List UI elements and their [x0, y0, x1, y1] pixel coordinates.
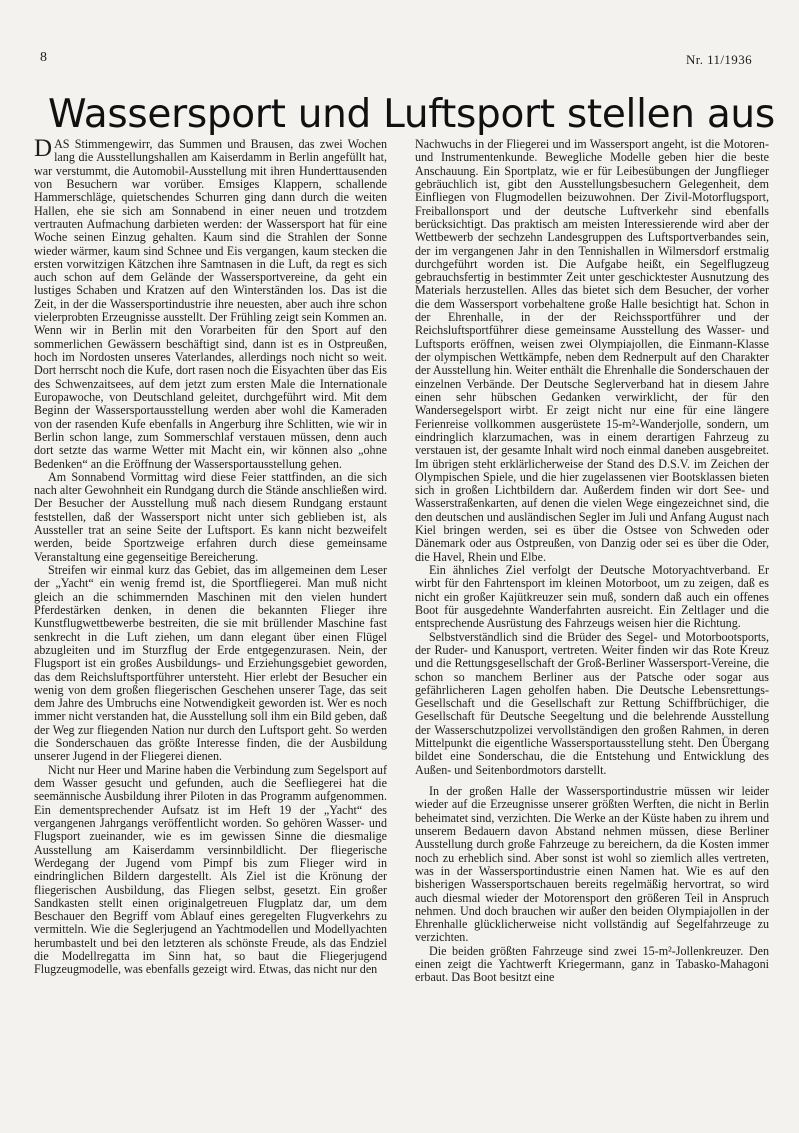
paragraph: Die beiden größten Fahrzeuge sind zwei 15-m²-Jollenkreuzer. Den einen zeigt die Yachtwerft Kriegermann, ganz in Tabasko-Mahagoni erbaut. Das Boot besitzt eine: [415, 943, 769, 985]
paragraph: [34, 135, 387, 471]
paragraph: Nachwuchs in der Fliegerei und im Wassersport angeht, ist die Motoren- und Instrumentenkunde. Bewegliche Modelle geben hier die beste Anschauung. Ein Sportplatz, wie er für Leibesübungen der Jungflieger gebräuchlich ist, gibt den Ausstellungsbesuchern Gelegenheit, dem Einfliegen von Flugmodellen beizuwohnen. Der Zivil-Motorflugsport, Freiballonsport und der deutsche Luftverkehr sind ebenfalls berücksichtigt. Das praktisch am meisten Interessierende wird aber der Wettbewerb der sechzehn Landesgruppen des Luftsportverbandes sein, der im vergangenen Jahr in den Tennishallen in Wilmersdorf erstmalig durchgeführt worden ist. Die Aufgabe heißt, ein Segelflugzeug gebrauchsfertig in bestimmter Zeit unter geschicktester Ausnutzung des Materials herzustellen. Alles das bietet sich dem Besucher, der vorher die dem Wassersport vorbehaltene große Halle besichtigt hat. Schon in der Ehrenhalle, in der der Reichssportführer und der Reichsluftsportführer diese gemeinsame Ausstellung des Wasser- und Luftsports eröffnen, weisen zwei Olympiajollen, die Einmann-Klasse der olympischen Wettkämpfe, neben dem Rednerpult auf den Charakter der Ausstellung hin. Weiter enthält die Ehrenhalle die Sonderschauen der einzelnen Verbände. Der Deutsche Seglerverband hat in diesem Jahre einen sehr hübschen Gedanken verwirklicht, der für den Wandersegelsport wirbt. Er zeigt nicht nur eine für eine längere Ferienreise vollkommen ausgerüstete 15-m²-Wanderjolle, sondern, um eindringlich klarzumachen, was in einem derartigen Fahrzeug zu verstauen ist, der gesamte Inhalt wird noch einmal daneben ausgebreitet. Im übrigen steht erklärlicherweise der Stand des D.S.V. im Zeichen der Olympischen Spiele, und die hier zugelassenen vier Bootsklassen bieten sich in großen Lichtbildern dar. Außerdem finden wir dort See- und Wasserstraßenkarten, auf denen die vielen Wege eingezeichnet sind, die den deutschen und ausländischen Segler im Juli und Anfang August nach Kiel bringen werden, sei es über die Ostsee von Schweden oder Dänemark oder aus Ostpreußen, von Danzig oder sei es über die Oder, die Havel, Rhein und Elbe.: [415, 137, 770, 564]
paragraph-text: AS Stimmengewirr, das Summen und Brausen, das zwei Wochen lang die Ausstellungshallen am Kaiserdamm in Berlin angefüllt hat, war verstummt, die Automobil-Ausstellung mit ihren Hunderttausenden von Besuchern war vorüber. Emsiges Klappern, schallende Hammerschläge, quietschendes Schurren ging dann durch die weiten Hallen, ehe sie sich am Sonnabend in einer neuen und trotzdem vertrauten Aufmachung darbieten werden: der Wassersport hat für eine Woche seinen Einzug gehalten. Kaum sind die Strahlen der Sonne wieder wärmer, kaum sind Schnee und Eis vergangen, kaum stecken die ersten vorwitzigen Kätzchen ihre Samtnasen in die Luft, da regt es sich auch schon auf dem Gelände der Wassersportvereine, da geht ein lustiges Schaben und Kratzen auf den Winterständen los. Das ist die Zeit, in der die Wassersportindustrie ihre neuesten, aber auch ihre schon vielerprobten Erzeugnisse ausstellt. Der Frühling zeigt sein Kommen an. Wenn wir in Berlin mit den Vorarbeiten für den Sport auf den sommerlichen Gewässern beschäftigt sind, dann ist es in Ostpreußen, hoch im Nordosten unseres Vaterlandes, allerdings noch nicht so weit. Dort herrscht noch die Kufe, dort rasen noch die Eisyachten über das Eis des Schwenzaitsees, auf dem jetzt zum ersten Male die Internationale Europawoche, von Deutschland geleitet, durchgeführt wird. Mit dem Beginn der Wassersportausstellung werden aber wohl die Kameraden von der rasenden Kufe ebenfalls in Angerburg ihre Schlitten, wie wir in Berlin schon lange, zum Sommerschlaf verstauen müssen, denn auch dort setzte das warme Wetter mit Macht ein, wir können also „ohne Bedenken“ an die Eröffnung der Wassersportausstellung gehen.: [34, 137, 387, 471]
paragraph: Selbstverständlich sind die Brüder des Segel- und Motorbootsports, der Ruder- und Kanusport, vertreten. Weiter finden wir das Rote Kreuz und die Rettungsgesellschaft der Groß-Berliner Wassersport-Vereine, die schon so manchem Berliner aus der Patsche oder sogar aus gefährlicheren Lagen geholfen haben. Die Deutsche Lebensrettungs-Gesellschaft und die Gesellschaft zur Rettung Schiffbrüchiger, die Gesellschaft für Deutsche Seegeltung und die belehrende Ausstellung der Wasserschutzpolizei vervollständigen den großen Rahmen, in deren Mittelpunkt die eigentliche Wassersportausstellung steht. Den Übergang bildet eine Sonderschau, die die Entstehung und Entwicklung des Außen- und Seitenbordmotors darstellt.: [415, 629, 769, 777]
text-column-right: [415, 138, 769, 985]
paragraph: In der großen Halle der Wassersportindustrie müssen wir leider wieder auf die Erzeugnisse unserer größten Werften, die nicht in Berlin beheimatet sind, verzichten. Die Werke an der Küste haben zu ihrem und unserem Bedauern davon Abstand nehmen müssen, diese Berliner Ausstellung durch große Fahrzeuge zu bereichern, da die Kosten immer noch zu erheblich sind. Aber sonst ist wohl so ziemlich alles vertreten, was in der Wassersportindustrie einen Namen hat. Wie es auf den bisherigen Wassersportschauen bereits regelmäßig hervortrat, so wird auch diesmal wieder der Motorensport den größeren Teil in Anspruch nehmen. Und doch brauchen wir außer den beiden Olympiajollen in der Ehrenhalle glücklicherweise nicht vollständig auf Segelfahrzeuge zu verzichten.: [415, 784, 769, 945]
paragraph: Am Sonnabend Vormittag wird diese Feier stattfinden, an die sich nach alter Gewohnheit ein Rundgang durch die Stände anschließen wird. Der Besucher der Ausstellung muß nach diesem Rundgang erstaunt feststellen, daß der Wassersport nicht unter sich geblieben ist, als Aussteller trat an seine Seite der Luftsport. Es kann nicht bezweifelt werden, beide Sportzweige erfahren durch diese gemeinsame Veranstaltung eine gegenseitige Bereicherung.: [34, 469, 387, 564]
paragraph: Nicht nur Heer und Marine haben die Verbindung zum Segelsport auf dem Wasser gesucht und gefunden, auch die Seefliegerei hat die seemännische Ausbildung ihrer Piloten in das Programm aufgenommen. Ein dementsprechender Aufsatz ist im Heft 19 der „Yacht“ des vergangenen Jahrgangs veröffentlicht worden. So gehören Wasser- und Flugsport zueinander, wie es im gewissen Sinne die diesmalige Ausstellung am Kaiserdamm versinnbildlicht. Der fliegerische Werdegang der Jugend vom Pimpf bis zum Flieger wird in eindringlichen Bildern dargestellt. Als Ziel ist die Krönung der fliegerischen Ausbildung, das Fliegen selbst, gesetzt. Ein großer Sandkasten stellt einen originalgetreuen Flugplatz dar, um dem Beschauer den Begriff vom Ablauf eines geregelten Flugverkehrs zu vermitteln. Wie die Seglerjugend an Yachtmodellen und Modellyachten herumbastelt und bei den letzteren als schönste Freude, als das Endziel die Modellregatta im Sinn hat, so baut die Fliegerjugend Flugzeugmodelle, was ebenfalls gezeigt wird. Etwas, das nicht nur den: [34, 762, 387, 977]
paragraph: Streifen wir einmal kurz das Gebiet, das im allgemeinen dem Leser der „Yacht“ ein wenig fremd ist, die Sportfliegerei. Man muß nicht gleich an die schimmernden Maschinen mit den vielen hundert Pferdestärken denken, in denen die bekannten Flieger ihre Kunstflugwettbewerbe bestreiten, die sie mit brüllender Maschine fast senkrecht in die Luft ziehen, um dann elegant über einen Flügel abzugleiten und im Sturzflug der Erde entgegenzurasen. Nein, der Flugsport ist ein großes Ausbildungs- und Erziehungsgebiet geworden, das dem Reichsluftsportführer untersteht. Hier erlebt der Besucher ein wenig von dem großen fliegerischen Geschehen unserer Tage, das seit dem Jahre des Umbruchs eine Notwendigkeit geworden ist. Wer es noch immer nicht verstanden hat, die Ausstellung soll ihm ein Bild geben, daß der Weg zur fliegenden Nation nur durch den Luftsport geht. So werden die Sonderschauen das größte Interesse finden, die der Ausbildung unserer Jugend in der Fliegerei dienen.: [34, 563, 387, 764]
text-column-left: [34, 135, 387, 977]
issue-number: Nr. 11/1936: [685, 52, 752, 67]
article-title: Wassersport und Luftsport stellen aus: [48, 92, 775, 137]
page-number: 8: [40, 50, 47, 65]
paragraph: Ein ähnliches Ziel verfolgt der Deutsche Motoryachtverband. Er wirbt für den Fahrtensport im kleinen Motorboot, um zu zeigen, daß es nicht ein großer Kajütkreuzer sein muß, sondern daß auch ein offenes Boot für ausgedehnte Wanderfahrten ausreicht. Ein Zeltlager und die entsprechende Ausrüstung des Fahrzeugs weisen hier die Richtung.: [415, 563, 769, 631]
drop-cap: D: [34, 135, 53, 162]
